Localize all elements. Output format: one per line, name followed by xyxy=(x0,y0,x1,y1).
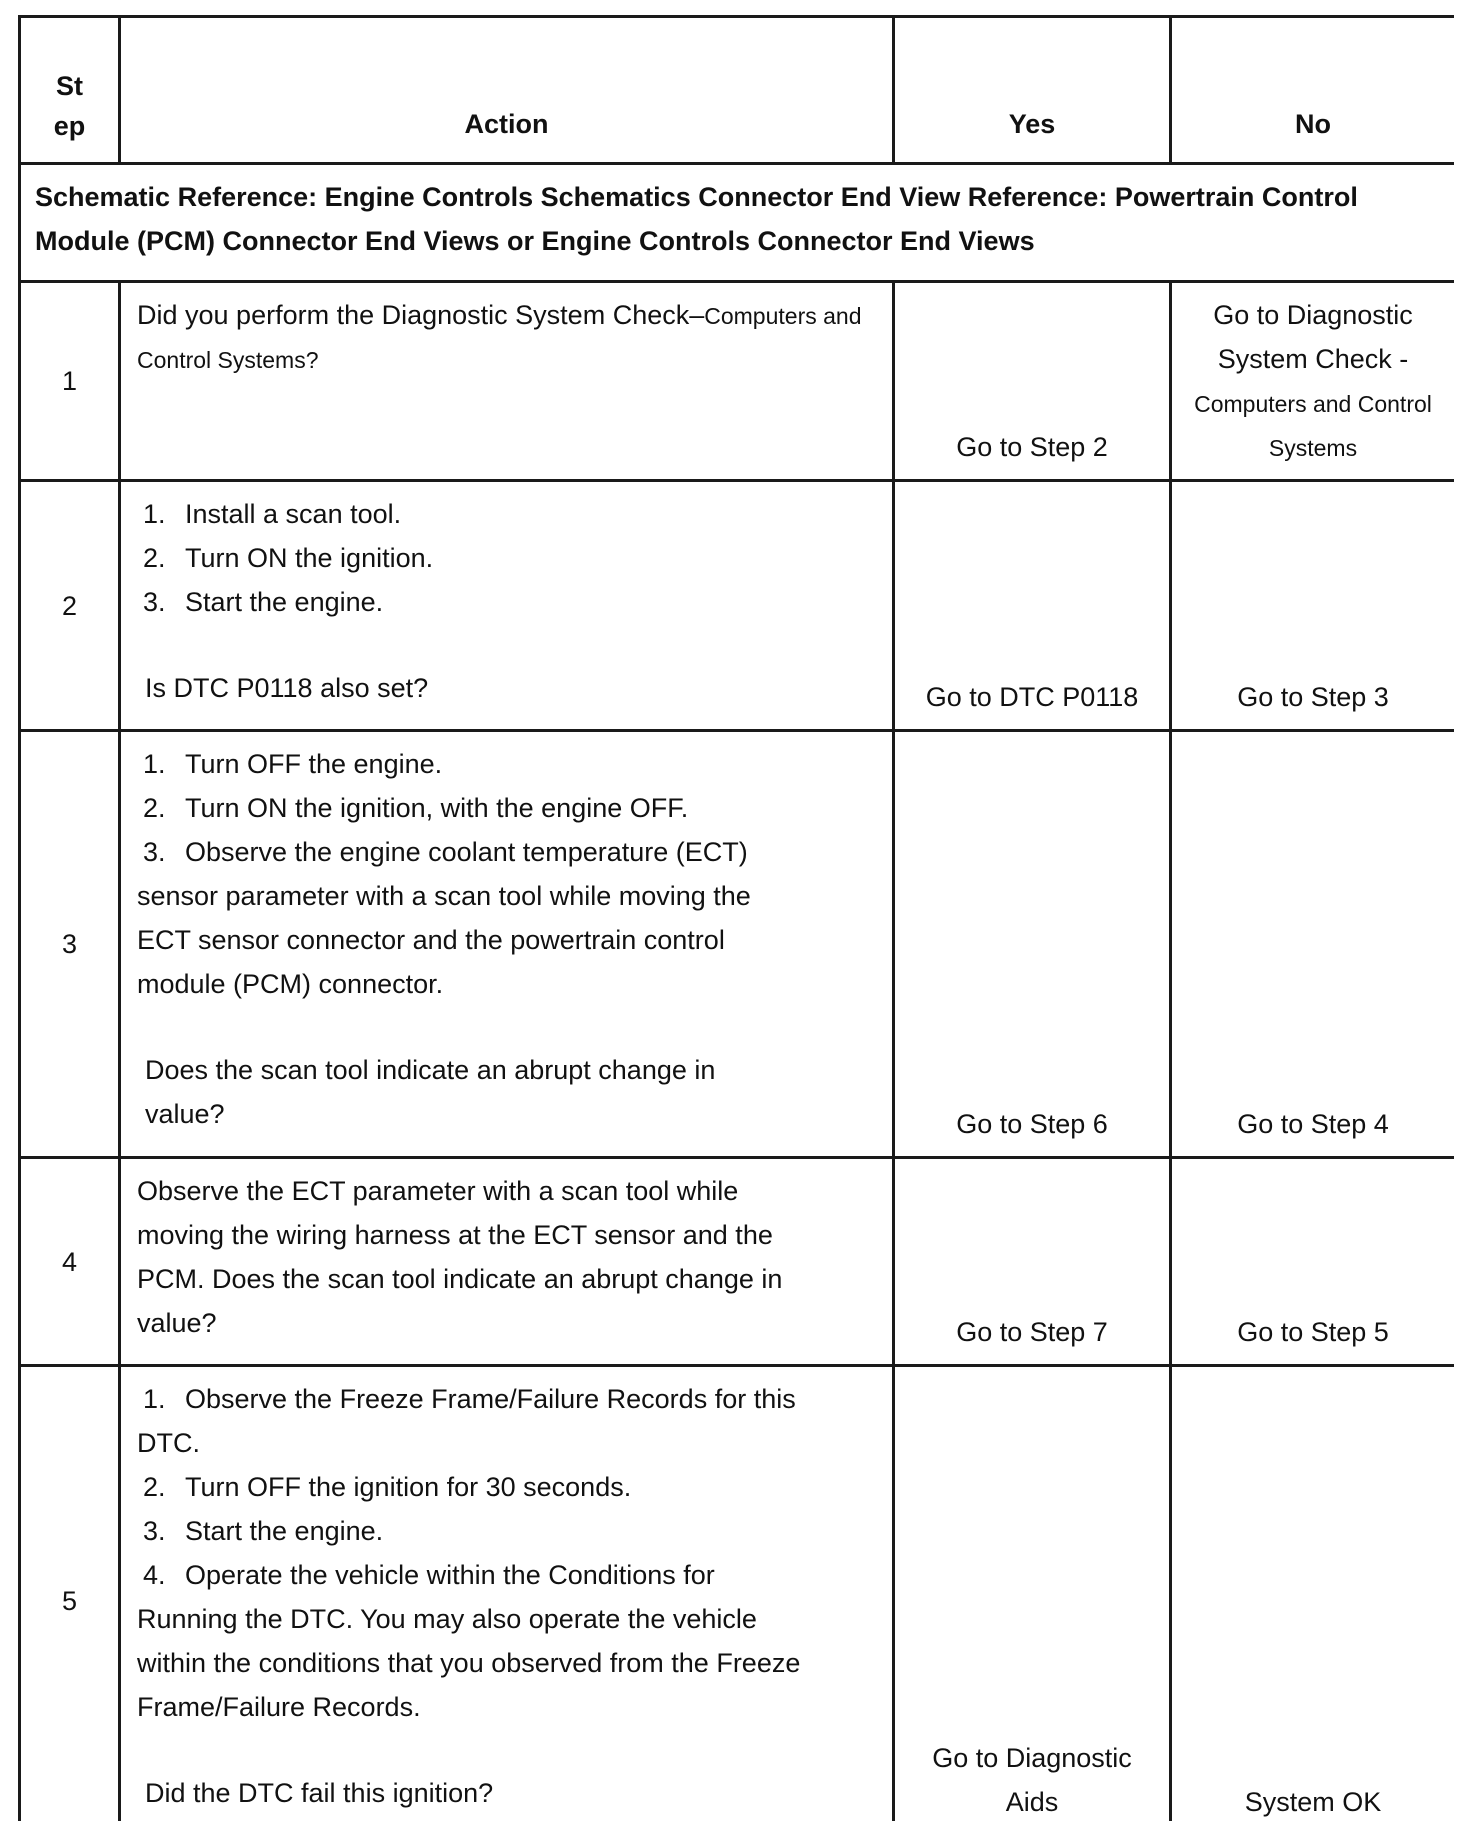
action-text-part-b: Computers and Control Systems? xyxy=(137,303,862,373)
yes-result: Go to Diagnostic Aids xyxy=(932,1743,1132,1817)
action-text: Observe the ECT parameter with a scan tool while moving the wiring harness at the ECT sensor and the PCM. Does the scan tool indicate an abrupt change in value? xyxy=(137,1176,783,1338)
step-column-header xyxy=(20,17,120,164)
no-cell xyxy=(1171,1366,1455,1822)
step-number: 5 xyxy=(20,1366,120,1822)
question-text: Is DTC P0118 also set? xyxy=(145,673,429,703)
list-item: 2. Turn OFF the ignition for 30 seconds. xyxy=(143,1472,632,1502)
no-result: Go to Step 3 xyxy=(1237,682,1389,712)
list-item: 2. Turn ON the ignition, with the engine OFF. xyxy=(143,793,689,823)
list-item: 4. Operate the vehicle within the Conditions for Running the DTC. You may also operate the vehicle within the conditions that you observed from the Freeze Frame/Failure Records. xyxy=(137,1560,801,1722)
no-result-part-b: Computers and Control Systems xyxy=(1194,391,1432,461)
action-cell xyxy=(120,731,894,1158)
schematic-reference-row xyxy=(20,164,1455,282)
list-item: 1. Install a scan tool. xyxy=(143,499,402,529)
no-result: System OK xyxy=(1244,1787,1382,1817)
table-row xyxy=(20,481,1455,731)
no-cell xyxy=(1171,282,1455,481)
action-cell xyxy=(120,481,894,731)
yes-result: Go to Step 6 xyxy=(956,1109,1108,1139)
action-cell xyxy=(120,1158,894,1366)
action-column-header: Action xyxy=(120,17,894,164)
instruction-list xyxy=(137,1377,880,1729)
list-item: 3. Start the engine. xyxy=(143,587,384,617)
list-item: 1. Turn OFF the engine. xyxy=(143,749,443,779)
list-item: 3. Start the engine. xyxy=(143,1516,384,1546)
list-item: 1. Observe the Freeze Frame/Failure Records for this DTC. xyxy=(137,1384,796,1458)
diagnostic-steps-table xyxy=(18,15,1454,1821)
table-row xyxy=(20,1158,1455,1366)
action-text-part-a: Did you perform the Diagnostic System Check– xyxy=(137,300,705,330)
action-cell xyxy=(120,1366,894,1822)
yes-result: Go to Step 2 xyxy=(956,432,1108,462)
yes-column-header: Yes xyxy=(894,17,1171,164)
step-header-line2: ep xyxy=(53,111,86,141)
yes-result: Go to DTC P0118 xyxy=(925,682,1139,712)
action-cell xyxy=(120,282,894,481)
yes-cell xyxy=(894,731,1171,1158)
yes-cell xyxy=(894,282,1171,481)
no-column-header: No xyxy=(1171,17,1455,164)
header-row xyxy=(20,17,1455,164)
step-number: 3 xyxy=(20,731,120,1158)
list-item: 3. Observe the engine coolant temperature (ECT) sensor parameter with a scan tool while moving the ECT sensor connector and the powertrain control module (PCM) connector. xyxy=(137,837,751,999)
no-cell xyxy=(1171,1158,1455,1366)
step-number: 4 xyxy=(20,1158,120,1366)
question-text: Does the scan tool indicate an abrupt change in value? xyxy=(145,1055,716,1129)
no-result: Go to Step 4 xyxy=(1237,1109,1389,1139)
no-cell xyxy=(1171,481,1455,731)
yes-result: Go to Step 7 xyxy=(956,1317,1108,1347)
no-cell xyxy=(1171,731,1455,1158)
diagnostic-table-page xyxy=(18,15,1454,1821)
instruction-list xyxy=(137,742,880,1006)
table-row xyxy=(20,1366,1455,1822)
no-result-part-a: Go to Diagnostic System Check - xyxy=(1213,300,1413,374)
step-header-line1: St xyxy=(56,71,83,101)
step-number: 2 xyxy=(20,481,120,731)
yes-cell xyxy=(894,1366,1171,1822)
list-item: 2. Turn ON the ignition. xyxy=(143,543,434,573)
instruction-list xyxy=(137,492,880,624)
no-result: Go to Step 5 xyxy=(1237,1317,1389,1347)
yes-cell xyxy=(894,1158,1171,1366)
question-text: Did the DTC fail this ignition? xyxy=(145,1778,494,1808)
schematic-reference-text: Schematic Reference: Engine Controls Schematics Connector End View Reference: Powertrain Control Module (PCM) Connector End Views or Engine Controls Connector End Views xyxy=(20,164,1455,282)
step-number: 1 xyxy=(20,282,120,481)
table-row xyxy=(20,731,1455,1158)
table-row xyxy=(20,282,1455,481)
yes-cell xyxy=(894,481,1171,731)
